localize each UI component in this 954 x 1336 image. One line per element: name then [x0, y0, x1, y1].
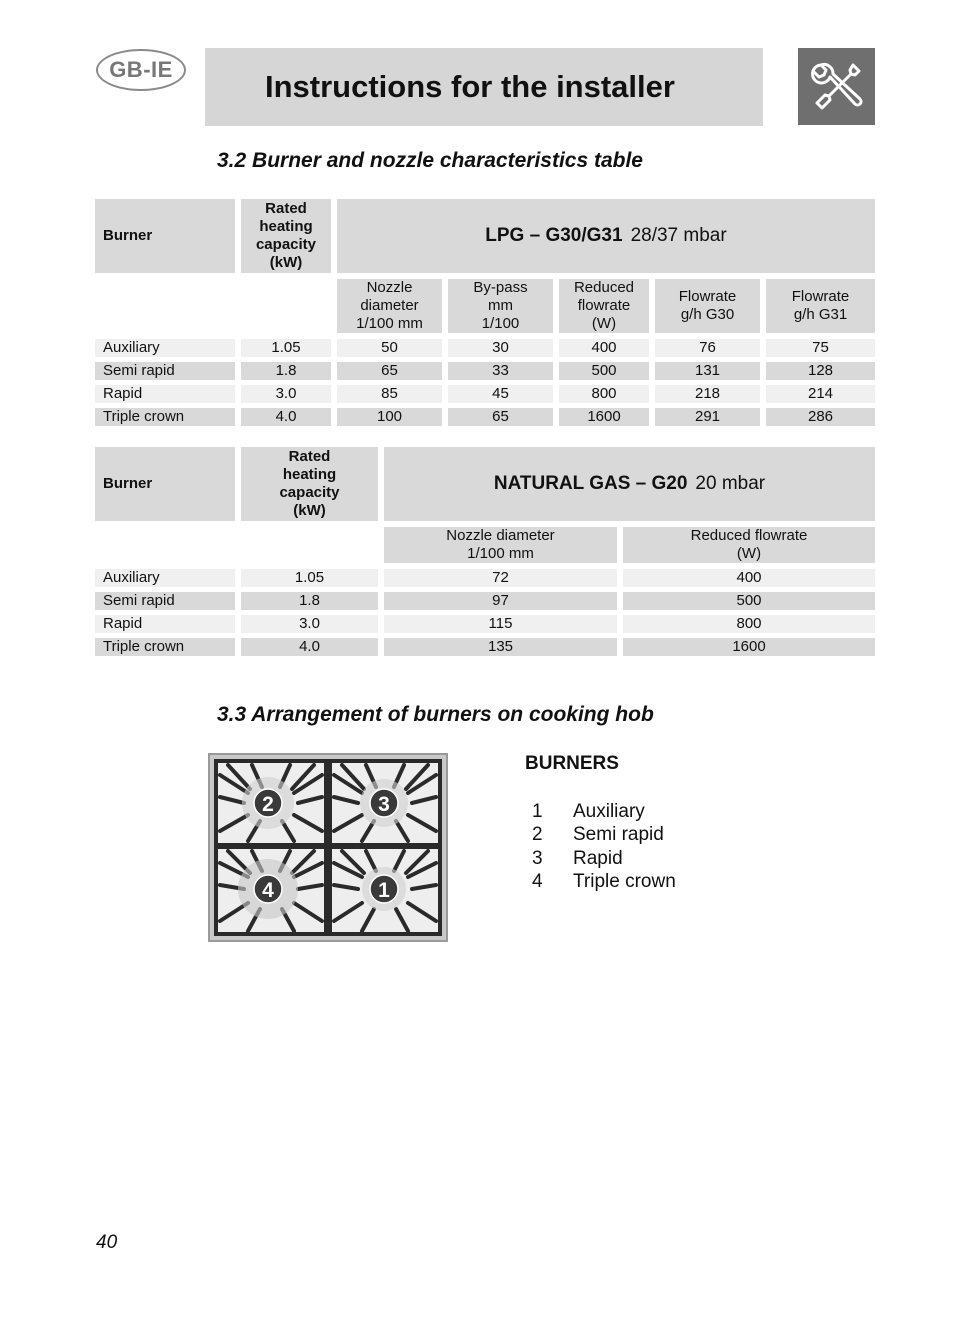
table-cell: 3.0 — [241, 615, 378, 633]
hob-label: 4 — [262, 879, 274, 902]
legend-item-number: 4 — [532, 871, 543, 892]
table-cell: 1600 — [559, 408, 649, 426]
table-row-burner-name: Auxiliary — [95, 339, 235, 357]
table-cell: 128 — [766, 362, 875, 380]
table-cell: 115 — [384, 615, 617, 633]
legend-item-label: Triple crown — [573, 871, 676, 892]
table-cell: 30 — [448, 339, 553, 357]
ng-gas-pressure: 20 mbar — [695, 473, 766, 494]
hob-label: 3 — [378, 793, 390, 816]
ng-header-gas — [384, 447, 875, 521]
table-cell: 131 — [655, 362, 760, 380]
page-title-banner — [205, 48, 763, 126]
table-cell: 400 — [623, 569, 875, 587]
table-cell: 97 — [384, 592, 617, 610]
hob-label: 2 — [262, 793, 274, 816]
table-cell: 214 — [766, 385, 875, 403]
table-cell: 400 — [559, 339, 649, 357]
table-row-burner-name: Rapid — [95, 615, 235, 633]
lpg-subheader: Flowrate g/h G30 — [655, 279, 760, 333]
table-row-burner-name: Auxiliary — [95, 569, 235, 587]
legend-item — [532, 871, 676, 893]
lpg-subheader: Flowrate g/h G31 — [766, 279, 875, 333]
legend-item-label: Semi rapid — [573, 824, 664, 845]
lpg-gas-name: LPG – G30/G31 — [485, 225, 623, 246]
lpg-gas-pressure: 28/37 mbar — [630, 225, 727, 246]
table-cell: 45 — [448, 385, 553, 403]
legend-item-label: Auxiliary — [573, 801, 645, 822]
country-badge: GB-IE — [96, 49, 186, 91]
lpg-header-burner: Burner — [95, 199, 235, 273]
table-cell: 1.8 — [241, 592, 378, 610]
section-title-3-3: 3.3 Arrangement of burners on cooking hob — [217, 703, 654, 726]
table-cell: 500 — [559, 362, 649, 380]
ng-gas-name: NATURAL GAS – G20 — [493, 473, 688, 494]
table-cell: 50 — [337, 339, 442, 357]
ng-header-capacity: Rated heating capacity (kW) — [241, 447, 378, 521]
table-cell: 800 — [623, 615, 875, 633]
lpg-subheader: Nozzle diameter 1/100 mm — [337, 279, 442, 333]
table-row-burner-name: Rapid — [95, 385, 235, 403]
table-cell: 1.8 — [241, 362, 331, 380]
legend-item-number: 2 — [532, 824, 543, 845]
section-title-3-2: 3.2 Burner and nozzle characteristics table — [217, 149, 643, 172]
table-cell: 1600 — [623, 638, 875, 656]
burners-legend-title: BURNERS — [525, 753, 619, 774]
table-cell: 33 — [448, 362, 553, 380]
table-cell: 500 — [623, 592, 875, 610]
table-cell: 218 — [655, 385, 760, 403]
table-cell: 75 — [766, 339, 875, 357]
hob-diagram — [208, 753, 448, 942]
table-cell: 135 — [384, 638, 617, 656]
legend-item — [532, 848, 623, 870]
legend-item-number: 3 — [532, 848, 543, 869]
table-cell: 800 — [559, 385, 649, 403]
table-row-burner-name: Semi rapid — [95, 592, 235, 610]
table-cell: 286 — [766, 408, 875, 426]
ng-subheader: Nozzle diameter 1/100 mm — [384, 527, 617, 563]
table-cell: 65 — [337, 362, 442, 380]
lpg-subheader: By-pass mm 1/100 — [448, 279, 553, 333]
legend-item — [532, 824, 664, 846]
table-cell: 65 — [448, 408, 553, 426]
legend-item-label: Rapid — [573, 848, 623, 869]
lpg-header-capacity: Rated heating capacity (kW) — [241, 199, 331, 273]
table-cell: 4.0 — [241, 408, 331, 426]
table-cell: 3.0 — [241, 385, 331, 403]
wrench-screwdriver-icon — [798, 48, 875, 125]
lpg-subheader: Reduced flowrate (W) — [559, 279, 649, 333]
table-row-burner-name: Triple crown — [95, 638, 235, 656]
table-cell: 1.05 — [241, 569, 378, 587]
hob-label: 1 — [378, 879, 390, 902]
table-cell: 85 — [337, 385, 442, 403]
legend-item — [532, 801, 645, 823]
table-cell: 72 — [384, 569, 617, 587]
lpg-header-gas — [337, 199, 875, 273]
ng-header-burner: Burner — [95, 447, 235, 521]
table-cell: 4.0 — [241, 638, 378, 656]
table-cell: 291 — [655, 408, 760, 426]
table-cell: 1.05 — [241, 339, 331, 357]
table-row-burner-name: Semi rapid — [95, 362, 235, 380]
ng-subheader: Reduced flowrate (W) — [623, 527, 875, 563]
table-row-burner-name: Triple crown — [95, 408, 235, 426]
page-title: Instructions for the installer — [265, 69, 675, 104]
page-number: 40 — [96, 1232, 118, 1253]
table-cell: 76 — [655, 339, 760, 357]
legend-item-number: 1 — [532, 801, 543, 822]
table-cell: 100 — [337, 408, 442, 426]
